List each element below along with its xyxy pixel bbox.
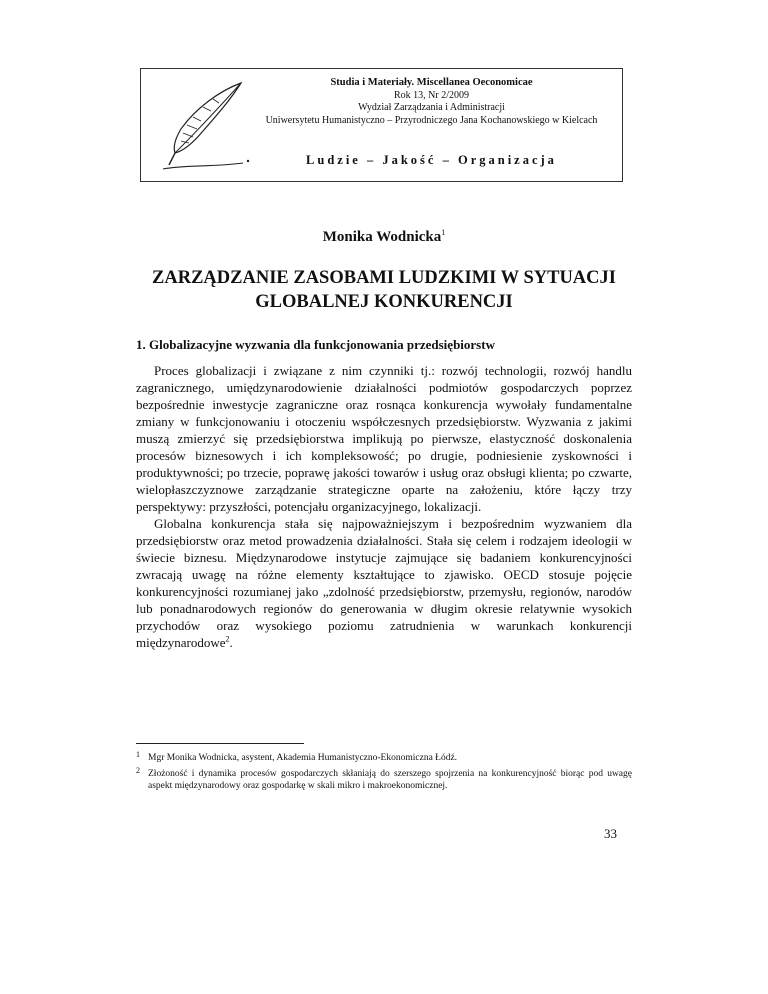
paper-title-line-2: GLOBALNEJ KONKURENCJI xyxy=(255,292,513,312)
author-line xyxy=(0,228,768,246)
footnotes xyxy=(136,752,632,796)
footnote-text: Mgr Monika Wodnicka, asystent, Akademia Humanistyczno-Ekonomiczna Łódź. xyxy=(148,753,458,763)
paragraph-1: Proces globalizacji i związane z nim czynniki tj.: rozwój technologii, rozwój handlu zagranicznego, umiędzynarodowienie działalności podmiotów gospodarczych poprzez bezpośrednie inwestycje zagraniczne oraz rosnąca konkurencja wywołały fundamentalne zmiany w funkcjonowaniu i otoczeniu współczesnych przedsiębiorstw. Wyzwania z jakimi muszą zmierzyć się przedsiębiorstwa implikują po pierwsze, elastyczność doskonalenia procesów biznesowych i ich kompleksowość; po drugie, podniesienie zyskowności i produktywności; po trzecie, poprawę jakości towarów i usług oraz obsługi klienta; po czwarte, wielopłaszczyznowe zarządzanie strategiczne oparte na założeniu, które łączy trzy perspektywy: przyszłości, potencjału organizacyjnego, lokalizacji. xyxy=(136,363,632,514)
author-name: Monika Wodnicka xyxy=(322,229,442,245)
section-heading: 1. Globalizacyjne wyzwania dla funkcjonowania przedsiębiorstw xyxy=(136,337,495,352)
journal-volume: Rok 13, Nr 2/2009 xyxy=(394,89,469,101)
journal-title: Studia i Materiały. Miscellanea Oeconomicae xyxy=(330,77,533,88)
paragraph-2-end: . xyxy=(229,635,233,650)
journal-header-box xyxy=(140,68,623,182)
footnote-separator xyxy=(136,743,304,744)
footnote-1 xyxy=(136,752,632,765)
paragraph-2-text: Globalna konkurencja stała się najpoważniejszym i bezpośrednim wyzwaniem dla przedsiębiorstw oraz metod prowadzenia działalności. Stała się celem i rodzajem ideologii w świecie biznesu. Międzynarodowe instytucje zajmujące się badaniem konkurencyjności zwracają uwagę na różne elementy kształtujące to zjawisko. OECD stosuje pojęcie konkurencyjności rozumianej jako „zdolność przedsiębiorstw, przemysłu, regionów, narodów lub ponadnarodowych regionów do generowania w długim okresie relatywnie wysokich przychodów oraz wysokiego poziomu zatrudnienia w warunkach konkurencji międzynarodowe xyxy=(136,516,632,650)
footnote-number: 2 xyxy=(136,765,140,775)
page-number: 33 xyxy=(604,826,617,841)
paragraph-2 xyxy=(136,515,632,651)
journal-university: Uniwersytetu Humanistyczno – Przyrodniczego Jana Kochanowskiego w Kielcach xyxy=(265,114,598,126)
body-text xyxy=(136,362,632,651)
journal-department: Wydział Zarządzania i Administracji xyxy=(358,102,505,113)
journal-info xyxy=(241,77,622,127)
footnote-number: 1 xyxy=(136,750,140,759)
paragraph-2-footnote-ref: 2 xyxy=(225,634,230,644)
paper-title xyxy=(136,266,632,314)
footnote-text: Złożoność i dynamika procesów gospodarczych skłaniają do szerszego spojrzenia na konkurencyjność biorąc pod uwagę aspekt międzynarodowy oraz gospodarkę w skali mikro i makroekonomicznej. xyxy=(148,768,632,791)
author-footnote-ref: 1 xyxy=(441,228,446,237)
paper-title-line-1: ZARZĄDZANIE ZASOBAMI LUDZKIMI W SYTUACJI xyxy=(152,268,616,288)
journal-series: Ludzie – Jakość – Organizacja xyxy=(306,153,557,167)
footnote-2 xyxy=(136,765,632,793)
quill-pen-icon xyxy=(153,73,253,177)
